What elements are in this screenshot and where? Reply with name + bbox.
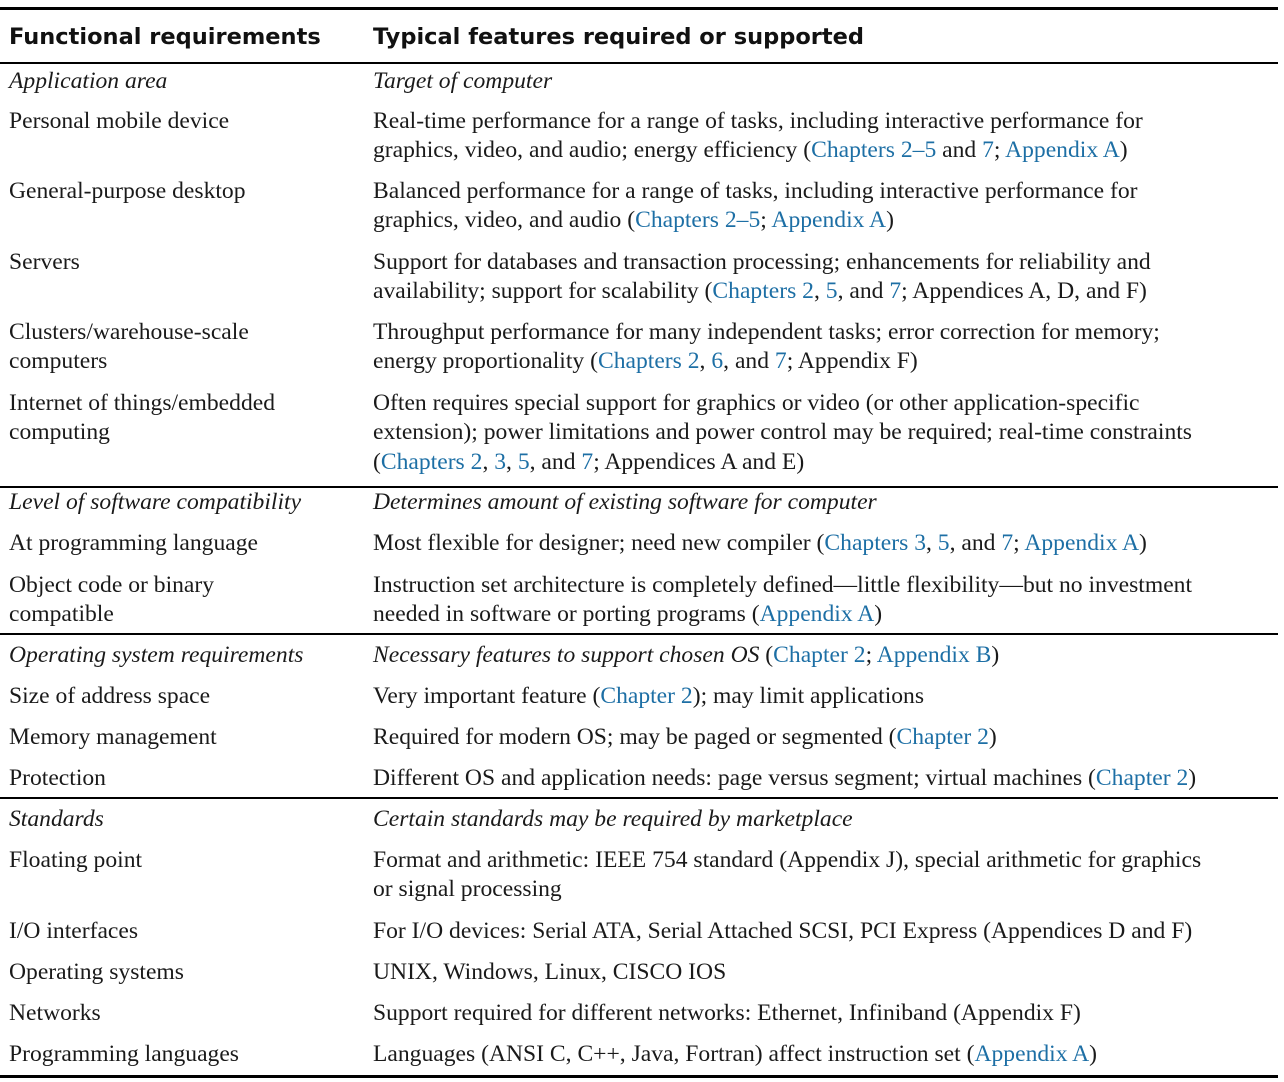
features-line: [373, 206, 1283, 235]
feature-text: ): [991, 642, 1000, 668]
category-features: [373, 67, 1283, 96]
feature-text: availability; support for scalability (: [373, 278, 713, 305]
feature-text: ,: [506, 448, 518, 475]
feature-text: , and: [837, 278, 890, 305]
feature-text: ;: [760, 207, 772, 234]
feature-text: ,: [482, 448, 495, 475]
features-line: [373, 571, 1283, 600]
cross-reference-link[interactable]: 7: [889, 278, 902, 305]
feature-text: Balanced performance for a range of tasks, including interactive performance for: [373, 178, 1138, 204]
feature-text: ): [988, 724, 997, 750]
top-rule: [0, 7, 1278, 10]
cross-reference-link[interactable]: Chapters 3: [824, 530, 926, 556]
section-rule-os: [0, 633, 1278, 635]
requirement-label: Object code or binary compatible: [9, 572, 215, 628]
features-cell: [373, 248, 1283, 307]
features-cell: [373, 529, 1283, 558]
category-features: [373, 488, 1283, 517]
feature-text: ; Appendices A and E): [593, 448, 805, 475]
header-typical-features: Typical features required or supported: [373, 24, 864, 50]
feature-text: ,: [926, 530, 938, 556]
cross-reference-link[interactable]: Appendix A: [759, 601, 875, 628]
feature-text: ; Appendix F): [786, 348, 918, 375]
requirement-label: Size of address space: [9, 683, 211, 709]
category-features-refs: [759, 642, 999, 668]
cross-reference-link[interactable]: 7: [581, 448, 594, 475]
requirement-label: Networks: [9, 1000, 101, 1026]
feature-text: ,: [699, 348, 712, 375]
feature-text: Most flexible for designer; need new compiler (: [373, 530, 825, 556]
feature-text: energy proportionality (: [373, 348, 598, 375]
features-line: [373, 999, 1283, 1028]
features-line: [373, 347, 1283, 376]
cross-reference-link[interactable]: Chapter 2: [600, 683, 693, 709]
cross-reference-link[interactable]: 7: [774, 348, 787, 375]
features-cell: [373, 318, 1283, 377]
cross-reference-link[interactable]: 7: [1001, 530, 1014, 556]
category-label: Level of software compatibility: [9, 489, 302, 515]
cross-reference-link[interactable]: Chapters 2: [712, 278, 814, 305]
feature-text: ): [1089, 1041, 1098, 1067]
features-line: [373, 600, 1283, 629]
category-features: [373, 805, 1283, 834]
features-line: [373, 875, 1283, 904]
cross-reference-link[interactable]: Appendix A: [1005, 137, 1120, 164]
feature-text: (: [373, 448, 381, 475]
cross-reference-link[interactable]: Chapters 2: [597, 348, 700, 375]
features-line: [373, 1040, 1283, 1069]
feature-text: ): [886, 207, 894, 234]
cross-reference-link[interactable]: Appendix A: [1024, 530, 1139, 556]
features-line: [373, 177, 1283, 206]
feature-text: ; Appendices A, D, and F): [901, 278, 1147, 305]
features-cell: [373, 917, 1283, 946]
cross-reference-link[interactable]: 5: [825, 278, 838, 305]
category-label: Application area: [9, 68, 168, 94]
feature-text: Format and arithmetic: IEEE 754 standard (Appendix J), special arithmetic for graphics: [373, 847, 1202, 873]
feature-text: Very important feature (: [373, 683, 601, 709]
feature-text: Different OS and application needs: page versus segment; virtual machines (: [373, 765, 1096, 791]
feature-text: , and: [529, 448, 582, 475]
features-line: [373, 389, 1283, 418]
requirement-label: Programming languages: [9, 1041, 239, 1067]
features-line: [373, 448, 1283, 477]
category-features-text: Certain standards may be required by marketplace: [373, 806, 853, 832]
cross-reference-link[interactable]: Chapter 2: [896, 724, 989, 750]
features-line: [373, 136, 1283, 165]
features-line: [373, 723, 1283, 752]
feature-text: ;: [865, 642, 877, 668]
cross-reference-link[interactable]: Appendix A: [771, 207, 887, 234]
features-cell: [373, 682, 1283, 711]
features-line: [373, 529, 1283, 558]
requirement-label: Servers: [9, 249, 80, 275]
features-line: [373, 958, 1283, 987]
cross-reference-link[interactable]: 6: [711, 348, 724, 375]
cross-reference-link[interactable]: 5: [517, 448, 530, 475]
requirement-label: At programming language: [9, 530, 258, 556]
section-rule-standards: [0, 797, 1278, 799]
requirement-label: I/O interfaces: [9, 918, 139, 944]
features-cell: [373, 389, 1283, 477]
cross-reference-link[interactable]: 3: [494, 448, 507, 475]
cross-reference-link[interactable]: Appendix B: [876, 642, 992, 668]
feature-text: ): [1188, 765, 1197, 791]
feature-text: ;: [993, 137, 1006, 164]
feature-text: extension); power limitations and power control may be required; real-time constraints: [373, 419, 1192, 446]
feature-text: ); may limit applications: [692, 683, 925, 709]
features-cell: [373, 846, 1283, 905]
feature-text: For I/O devices: Serial ATA, Serial Attached SCSI, PCI Express (Appendices D and F): [373, 918, 1193, 944]
feature-text: Required for modern OS; may be paged or segmented (: [373, 724, 897, 750]
requirement-label: Protection: [9, 765, 106, 791]
requirement-label: General-purpose desktop: [9, 178, 246, 204]
feature-text: , and: [723, 348, 775, 375]
feature-text: Support for databases and transaction processing; enhancements for reliability and: [373, 249, 1151, 275]
cross-reference-link[interactable]: Chapter 2: [773, 642, 866, 668]
bottom-rule: [0, 1075, 1278, 1078]
features-cell: [373, 177, 1283, 236]
feature-text: , and: [949, 530, 1002, 556]
feature-text: ): [874, 601, 883, 628]
features-line: [373, 248, 1283, 277]
cross-reference-link[interactable]: Chapters 2: [380, 448, 483, 475]
cross-reference-link[interactable]: Chapter 2: [1095, 765, 1189, 791]
features-cell: [373, 107, 1283, 166]
category-label: Standards: [9, 806, 104, 832]
requirement-label: Floating point: [9, 847, 143, 873]
cross-reference-link[interactable]: Chapters 2–5: [635, 207, 761, 234]
feature-text: Throughput performance for many independent tasks; error correction for memory;: [373, 319, 1160, 345]
feature-text: Support required for different networks: Ethernet, Infiniband (Appendix F): [373, 1000, 1081, 1026]
feature-text: ;: [1013, 530, 1025, 556]
feature-text: Real-time performance for a range of tasks, including interactive performance for: [373, 108, 1143, 134]
cross-reference-link[interactable]: Appendix A: [974, 1041, 1090, 1067]
category-label: Operating system requirements: [9, 642, 304, 668]
feature-text: ,: [813, 278, 826, 305]
category-features: [373, 641, 1283, 670]
features-line: [373, 846, 1283, 875]
features-line: [373, 107, 1283, 136]
features-cell: [373, 571, 1283, 630]
features-line: [373, 318, 1283, 347]
feature-text: Languages (ANSI C, C++, Java, Fortran) affect instruction set (: [373, 1041, 975, 1067]
features-cell: [373, 958, 1283, 987]
category-features-text: Target of computer: [373, 68, 553, 94]
header-rule: [0, 62, 1278, 64]
feature-text: graphics, video, and audio; energy efficiency (: [373, 137, 812, 164]
cross-reference-link[interactable]: Chapters 2–5: [811, 137, 937, 164]
cross-reference-link[interactable]: 5: [937, 530, 950, 556]
feature-text: ): [1119, 137, 1128, 164]
category-features-text: Necessary features to support chosen OS: [373, 642, 760, 668]
requirement-label: Memory management: [9, 724, 217, 750]
header-functional-requirements: Functional requirements: [9, 24, 321, 50]
features-line: [373, 682, 1283, 711]
feature-text: ): [1139, 530, 1147, 556]
features-cell: [373, 1040, 1283, 1069]
requirement-label: Internet of things/embedded computing: [9, 390, 276, 446]
features-cell: [373, 723, 1283, 752]
category-features-text: Determines amount of existing software for computer: [373, 489, 877, 515]
feature-text: and: [936, 137, 983, 164]
features-cell: [373, 764, 1283, 793]
feature-text: Instruction set architecture is completely defined—little flexibility—but no investment: [373, 572, 1193, 598]
features-line: [373, 917, 1283, 946]
features-line: [373, 277, 1283, 306]
feature-text: Often requires special support for graphics or video (or other application-specific: [373, 390, 1140, 416]
feature-text: or signal processing: [373, 876, 562, 903]
feature-text: needed in software or porting programs (: [373, 601, 760, 628]
requirement-label: Personal mobile device: [9, 108, 230, 134]
features-line: [373, 764, 1283, 793]
feature-text: UNIX, Windows, Linux, CISCO IOS: [373, 959, 727, 985]
features-cell: [373, 999, 1283, 1028]
feature-text: graphics, video, and audio (: [373, 207, 636, 234]
feature-text: (: [759, 642, 774, 668]
requirement-label: Operating systems: [9, 959, 184, 985]
cross-reference-link[interactable]: 7: [982, 137, 994, 164]
features-line: [373, 418, 1283, 447]
requirement-label: Clusters/warehouse-scale computers: [9, 319, 249, 375]
